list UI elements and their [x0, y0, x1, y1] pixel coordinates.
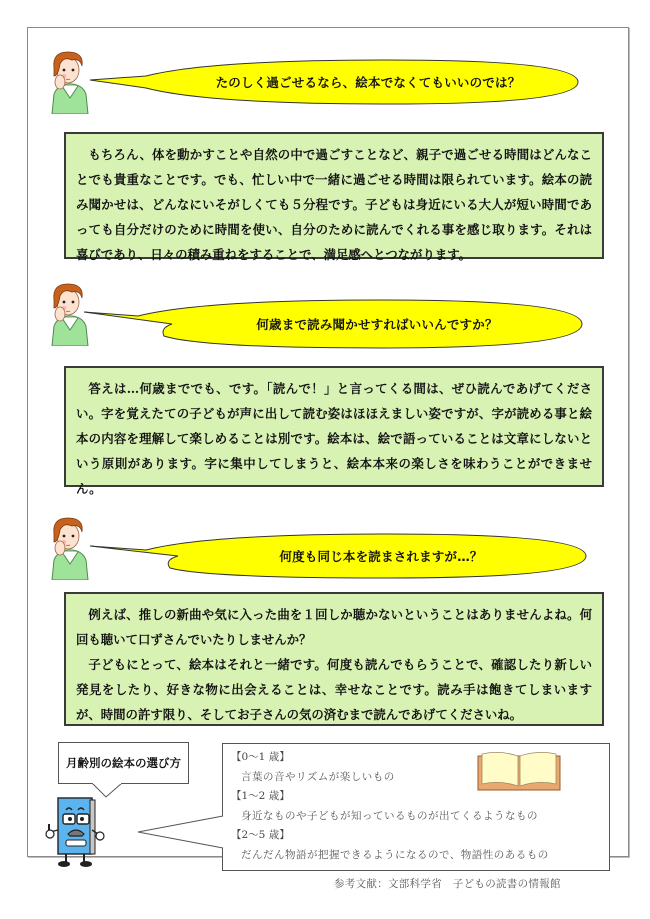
age-guide-title: 月齢別の絵本の選び方 [66, 756, 181, 770]
age-range-label: 【1～2 歳】 [231, 790, 290, 802]
answer-box-3 [64, 592, 604, 726]
answer-paragraph: もちろん、体を動かすことや自然の中で過ごすことなど、親子で過ごせる時間はどんなことでも貴重なことです。でも、忙しい中で一緒に過ごせる時間は限られています。絵本の読み聞かせは、どんなにいそがしくても５分程です。子どもは身近にいる大人が短い時間であっても自分だけのために時間を使い、自分のために読んでくれる事を感じ取ります。それは喜びであり、日々の積み重ねをすることで、満足感へとつながります。 [76, 147, 592, 262]
answer-paragraph: 子どもにとって、絵本はそれと一緒です。何度も読んでもらうことで、確認したり新しい発見をしたり、好きな物に出会えることは、幸せなことです。読み手は飽きてしまいますが、時間の許す限り、そしてお子さんの気の済むまで読んであげてくださいね。 [76, 657, 592, 722]
age-range-label: 【2～5 歳】 [231, 829, 290, 841]
answer-box-2 [64, 366, 604, 496]
age-guide-title-box [58, 742, 189, 784]
age-range-label: 【0～1 歳】 [231, 751, 290, 763]
question-text-1: たのしく過ごせるなら、絵本でなくてもいいのでは？ [215, 75, 521, 90]
question-bubble-3 [88, 532, 594, 580]
age-guide-item [231, 826, 609, 865]
answer-paragraph: 例えば、推しの新曲や気に入った曲を１回しか聴かないということはありませんよね。何回も聴いて口ずさんでいたりしませんか？ [76, 607, 592, 647]
book-mascot-illustration [44, 796, 106, 870]
question-bubble-1 [88, 58, 588, 106]
question-text-3: 何度も同じ本を読まされますが…？ [279, 549, 483, 564]
open-book-icon [476, 750, 562, 792]
age-range-description: 言葉の音やリズムが楽しいもの [241, 770, 395, 783]
age-range-description: だんだん物語が把握できるようになるので、物語性のあるもの [241, 848, 549, 861]
age-guide-item [231, 787, 609, 826]
question-bubble-2 [82, 298, 592, 350]
info-box-pointer [138, 812, 224, 852]
reference-citation: 参考文献：文部科学省 子どもの読書の情報館 [334, 878, 561, 890]
question-text-2: 何歳まで読み聞かせすればいいんですか？ [256, 317, 498, 332]
age-range-description: 身近なものや子どもが知っているものが出てくるようなもの [241, 809, 538, 822]
answer-paragraph: 答えは…何歳まででも、です。「読んで！」と言ってくる間は、ぜひ読んであげてください。字を覚えたての子どもが声に出して読む姿はほほえましい姿ですが、字が読める事と絵本の内容を理解して楽しめることは別です。絵本は、絵で語っていることは文章にしないという原則があります。字に集中してしまうと、絵本本来の楽しさを味わうことができません。 [76, 381, 592, 496]
answer-box-1 [64, 132, 604, 262]
